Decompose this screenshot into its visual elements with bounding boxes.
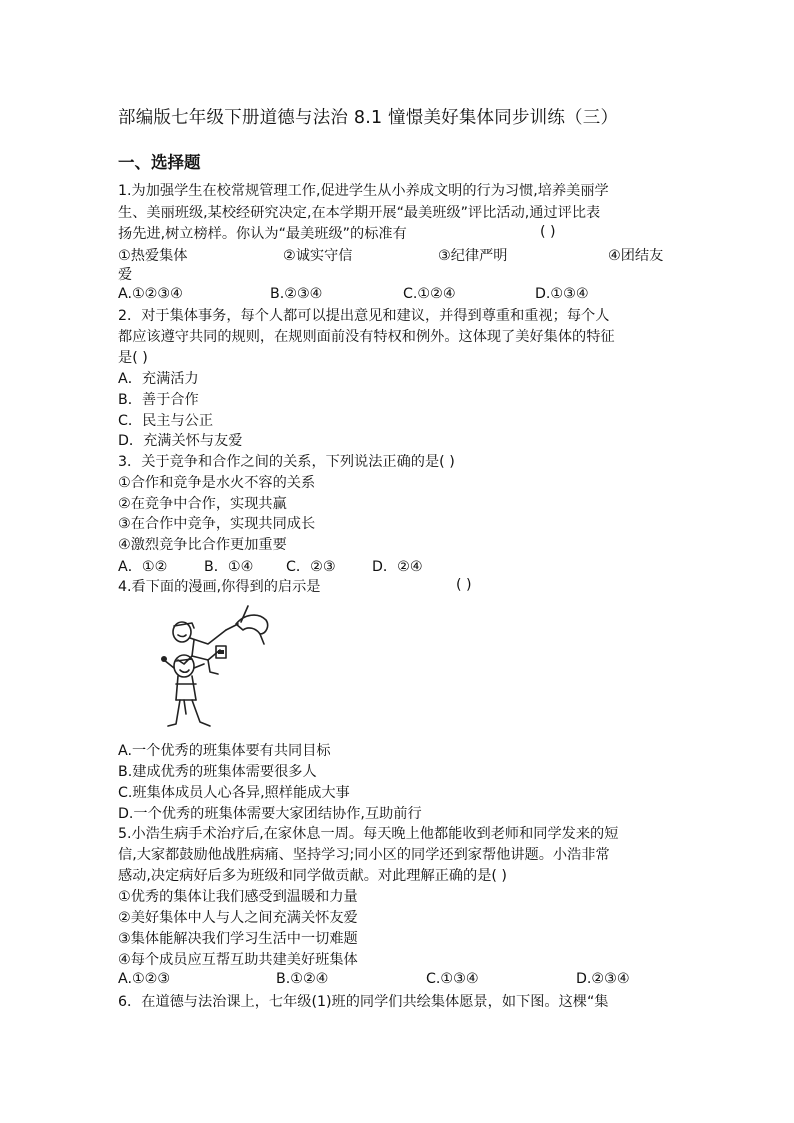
q3-option-c: C．②③ [286, 559, 336, 575]
q3-option-d: D．②④ [372, 559, 423, 575]
q3-item-4: ④激烈竞争比合作更加重要 [118, 537, 287, 553]
q2-option-a: A．充满活力 [118, 371, 199, 387]
cartoon-illustration [148, 604, 278, 732]
q3-option-b: B．①④ [204, 559, 254, 575]
q5-option-d: D.②③④ [576, 971, 630, 987]
q1-option-b: B.②③④ [270, 286, 323, 302]
q4-answer-paren: ( ) [456, 577, 472, 593]
q3-line-1: 3．关于竞争和合作之间的关系，下列说法正确的是( ) [118, 454, 455, 470]
q4-option-c: C.班集体成员人心各异,照样能成大事 [118, 785, 350, 801]
q3-item-3: ③在合作中竞争，实现共同成长 [118, 516, 316, 532]
document-title: 部编版七年级下册道德与法治 8.1 憧憬美好集体同步训练（三） [118, 108, 619, 128]
q2-line-1: 2．对于集体事务，每个人都可以提出意见和建议，并得到尊重和重视；每个人 [118, 308, 610, 324]
q1-answer-paren: ( ) [540, 224, 556, 240]
q5-line-2: 信,大家都鼓励他战胜病痛、坚持学习;同小区的同学还到家帮他讲题。小浩非常 [118, 847, 610, 863]
q3-item-2: ②在竞争中合作，实现共赢 [118, 496, 287, 512]
q5-option-b: B.①②④ [276, 971, 329, 987]
q2-option-b: B．善于合作 [118, 392, 199, 408]
q5-line-3: 感动,决定病好后多为班级和同学做贡献。对此理解正确的是( ) [118, 868, 507, 884]
q5-item-1: ①优秀的集体让我们感受到温暖和力量 [118, 889, 358, 905]
q4-option-d: D.一个优秀的班集体需要大家团结协作,互助前行 [118, 806, 422, 822]
q4-option-b: B.建成优秀的班集体需要很多人 [118, 764, 317, 780]
q2-option-d: D．充满关怀与友爱 [118, 433, 243, 449]
q5-item-4: ④每个成员应互帮互助共建美好班集体 [118, 952, 358, 968]
q5-option-a: A.①②③ [118, 971, 171, 987]
q1-line-2: 生、美丽班级,某校经研究决定,在本学期开展“最美班级”评比活动,通过评比表 [118, 205, 601, 221]
q2-line-2: 都应该遵守共同的规则，在规则面前没有特权和例外。这体现了美好集体的特征 [118, 329, 615, 345]
q1-line-3: 扬先进,树立榜样。你认为“最美班级”的标准有 [118, 226, 407, 242]
q1-option-c: C.①②④ [403, 286, 456, 302]
q2-option-c: C．民主与公正 [118, 413, 214, 429]
q6-line-1: 6．在道德与法治课上，七年级(1)班的同学们共绘集体愿景，如下图。这棵“集 [118, 994, 609, 1010]
q1-item-1: ①热爱集体 [118, 248, 188, 264]
q1-line-1: 1.为加强学生在校常规管理工作,促进学生从小养成文明的行为习惯,培养美丽学 [118, 183, 609, 199]
q2-line-3: 是( ) [118, 350, 148, 366]
q5-item-3: ③集体能解决我们学习生活中一切难题 [118, 931, 358, 947]
q1-item-4-cont: 爱 [118, 267, 133, 283]
q5-option-c: C.①③④ [426, 971, 479, 987]
q1-item-4: ④团结友 [608, 248, 664, 264]
q5-line-1: 5.小浩生病手术治疗后,在家休息一周。每天晚上他都能收到老师和同学发来的短 [118, 826, 619, 842]
q4-option-a: A.一个优秀的班集体要有共同目标 [118, 743, 331, 759]
q5-item-2: ②美好集体中人与人之间充满关怀友爱 [118, 910, 358, 926]
q4-line-1: 4.看下面的漫画,你得到的启示是 [118, 579, 321, 595]
q1-option-a: A.①②③④ [118, 286, 183, 302]
q1-option-d: D.①③④ [535, 286, 589, 302]
q3-option-a: A．①② [118, 559, 168, 575]
q3-item-1: ①合作和竞争是水火不容的关系 [118, 475, 316, 491]
q1-item-2: ②诚实守信 [283, 248, 353, 264]
q1-item-3: ③纪律严明 [438, 248, 508, 264]
section-heading: 一、选择题 [118, 153, 201, 172]
